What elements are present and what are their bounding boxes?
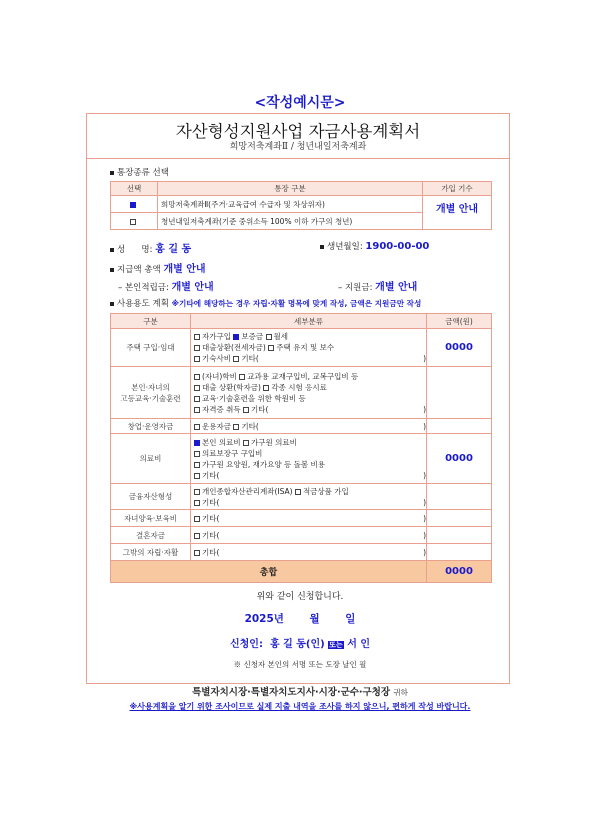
sample-heading: <작성예시문>: [254, 95, 346, 111]
checkbox[interactable]: [194, 334, 200, 340]
bullet-icon: [110, 171, 114, 175]
checkbox[interactable]: [194, 500, 200, 506]
checkbox[interactable]: [233, 334, 239, 340]
usage-section-label: 사용용도 계획 ※기타에 해당하는 경우 자립·자활 명목에 맞게 작성, 금액은 지원금만 작성: [110, 297, 421, 309]
usage-row-childcare: 자녀양육·보육비 기타( ): [111, 510, 492, 527]
checkbox[interactable]: [268, 345, 274, 351]
account-checkbox-1[interactable]: [130, 202, 136, 208]
checkbox[interactable]: [194, 550, 200, 556]
form-subtitle: 희망저축계좌Ⅱ / 청년내일저축계좌: [229, 142, 367, 152]
checkbox[interactable]: [194, 374, 200, 380]
usage-row-housing: 주택 구입·임대 자가구입 보증금 월세 대출상환(전세자금) 주택 유지 및 보수 기숙사비 기타( ) 0000: [111, 329, 492, 367]
checkbox[interactable]: [233, 424, 239, 430]
checkbox[interactable]: [239, 374, 245, 380]
sign-date: 2025년 월 일: [244, 613, 356, 625]
amount-housing: 0000: [427, 329, 492, 367]
bullet-icon: [110, 248, 114, 252]
usage-table: [110, 313, 492, 583]
usage-row-education: 본인·자녀의 고등교육·기술훈련 (자녀)학비 교과용 교재구입비, 교복구입비 등 대출 상환(학자금) 각종 시험 응시료 교육·기술훈련을 위한 학원비 등 자격증 취득 기타( ): [111, 367, 492, 419]
checkbox[interactable]: [266, 334, 272, 340]
amount-medical: 0000: [427, 434, 492, 484]
checkbox[interactable]: [194, 356, 200, 362]
checkbox[interactable]: [194, 396, 200, 402]
col-account: 통장 구분: [158, 182, 423, 196]
total-amount: 0000: [427, 561, 492, 583]
footer-note: ※사용계획을 알기 위한 조사이므로 실제 지출 내역을 조사를 하지 않으니, 편하게 작성 바랍니다.: [129, 702, 471, 711]
total-label: 총합: [111, 561, 427, 583]
account-type-section-label: 통장종류 선택: [110, 166, 169, 178]
checkbox[interactable]: [194, 473, 200, 479]
col-category: 구분: [111, 314, 191, 329]
applicant-name: 성 명: 홍 길 동: [110, 240, 191, 255]
applicant-birth: 생년월일: 1900-00-00: [320, 240, 429, 252]
bullet-icon: [110, 302, 114, 306]
col-term: 가입 기수: [423, 182, 492, 196]
usage-row-wedding: 결혼자금 기타( ): [111, 527, 492, 544]
sign-note: ※ 신청자 본인의 서명 또는 도장 날인 필: [233, 660, 367, 669]
usage-row-medical: 의료비 본인 의료비 가구원 의료비 의료보장구 구입비 가구원 요양원, 재가요양 등 돌봄 비용 기타( ) 0000: [111, 434, 492, 484]
checkbox[interactable]: [194, 516, 200, 522]
payment-support: – 지원금: 개별 안내: [338, 282, 418, 293]
stamp-mark: 또는: [329, 641, 343, 649]
checkbox[interactable]: [194, 440, 200, 446]
checkbox[interactable]: [295, 489, 301, 495]
checkbox[interactable]: [194, 424, 200, 430]
payment-own: – 본인적립금: 개별 안내: [118, 282, 214, 293]
checkbox[interactable]: [194, 345, 200, 351]
checkbox[interactable]: [194, 385, 200, 391]
bullet-icon: [110, 268, 114, 272]
checkbox[interactable]: [194, 489, 200, 495]
title-divider: [86, 158, 510, 159]
usage-row-business: 창업·운영자금 운용자금 기타( ): [111, 419, 492, 434]
checkbox[interactable]: [194, 533, 200, 539]
checkbox[interactable]: [194, 451, 200, 457]
usage-row-finance: 금융자산형성 개인종합자산관리계좌(ISA) 적금상품 가입 기타( ): [111, 484, 492, 510]
term-value: 개별 안내: [423, 196, 492, 230]
payment-total: 지급액 총액 개별 안내: [110, 260, 206, 275]
account-option-1: 희망저축계좌Ⅱ(주거·교육급여 수급자 및 차상위자): [158, 196, 423, 213]
checkbox[interactable]: [243, 440, 249, 446]
checkbox[interactable]: [243, 407, 249, 413]
account-option-2: 청년내일저축계좌(기준 중위소득 100% 이하 가구의 청년): [158, 213, 423, 230]
account-checkbox-2[interactable]: [130, 219, 136, 225]
checkbox[interactable]: [194, 407, 200, 413]
bullet-icon: [320, 245, 324, 249]
recipient: 특별자치시장·특별자치도지사·시장·군수·구청장 귀하: [192, 687, 408, 698]
col-detail: 세부분류: [191, 314, 427, 329]
account-type-table: [110, 181, 492, 230]
checkbox[interactable]: [233, 356, 239, 362]
usage-total-row: [111, 561, 492, 583]
checkbox[interactable]: [194, 462, 200, 468]
checkbox[interactable]: [263, 385, 269, 391]
form-title: 자산형성지원사업 자금사용계획서: [175, 122, 421, 141]
col-select: 선택: [111, 182, 158, 196]
applicant-sign: 신청인: 홍 길 동(인) 또는 서 인: [229, 639, 370, 650]
col-amount: 금액(원): [427, 314, 492, 329]
usage-row-other: 그밖의 자립·자활 기타( ): [111, 544, 492, 561]
closing-statement: 위와 같이 신청합니다.: [256, 592, 344, 602]
